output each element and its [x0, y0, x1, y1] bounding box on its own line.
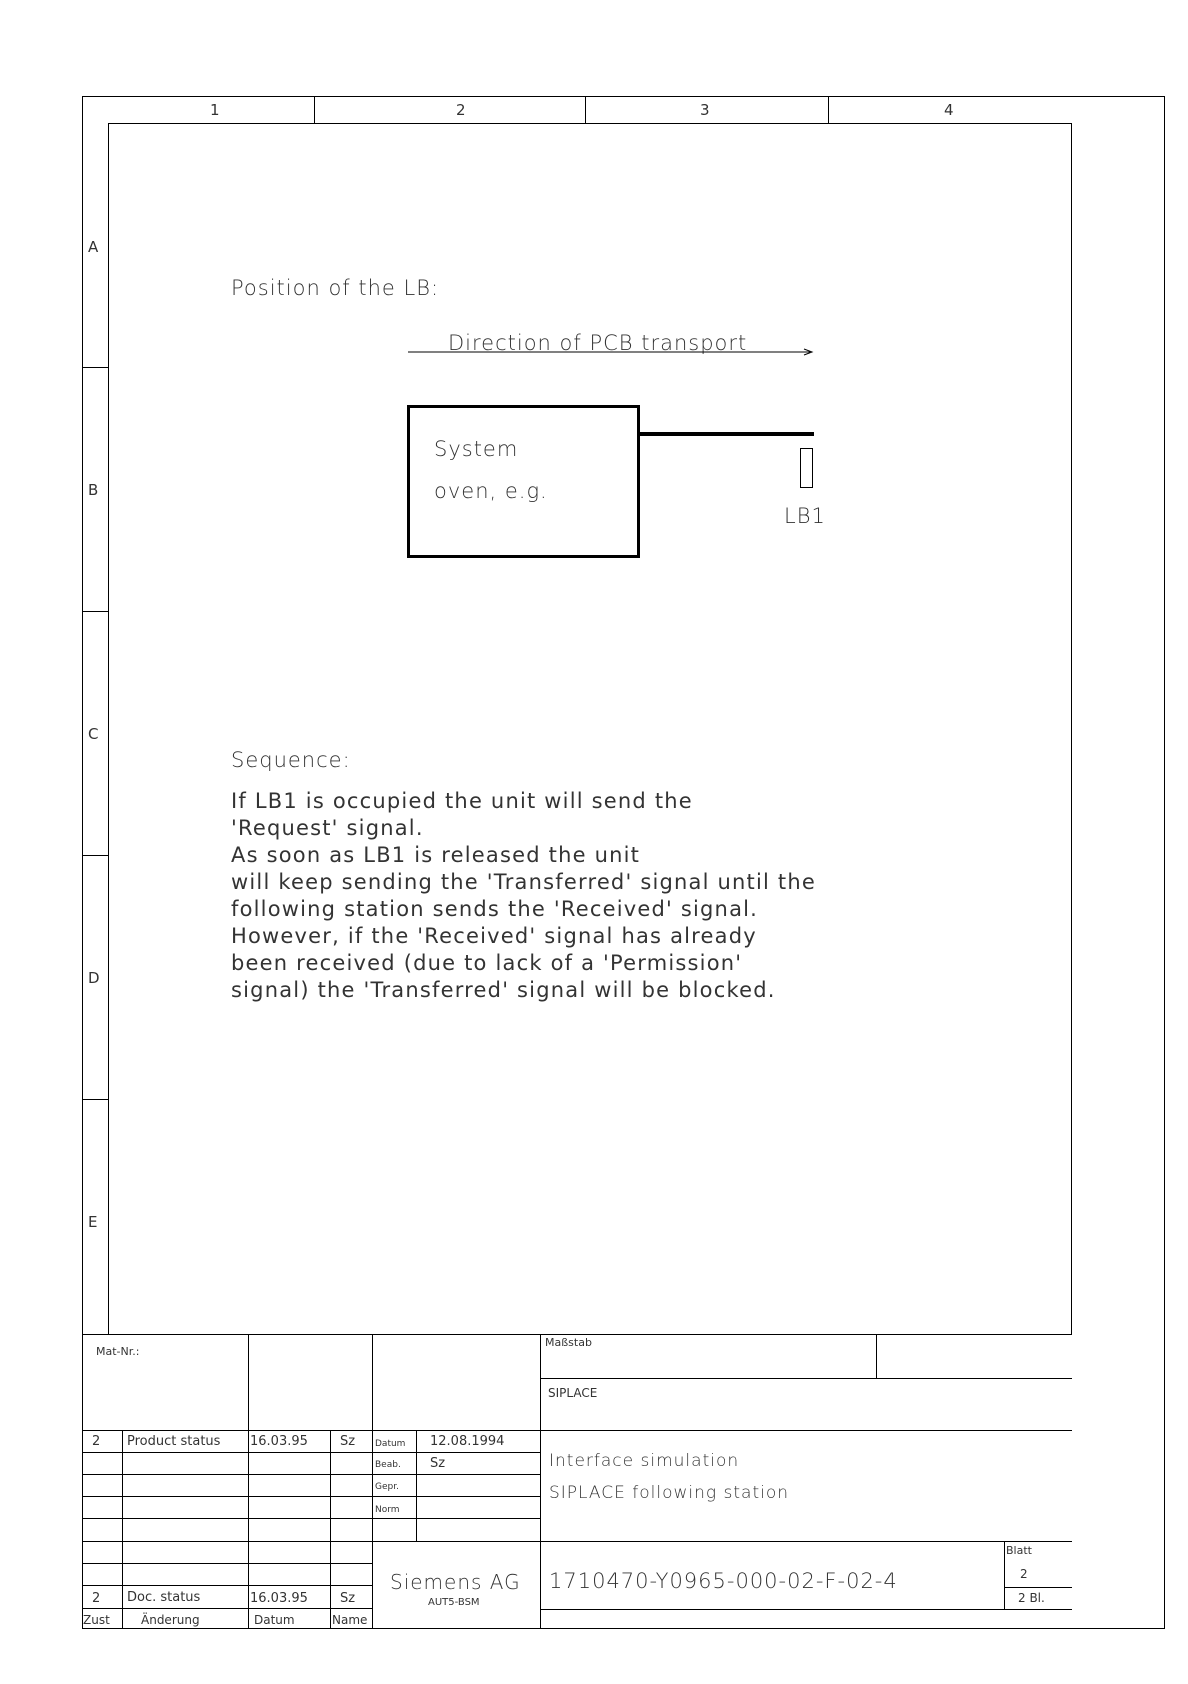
tb-h-17 [540, 1541, 1072, 1542]
sequence-line: However, if the 'Received' signal has already [231, 924, 757, 948]
sequence-line: will keep sending the 'Transferred' signal until the [231, 870, 816, 894]
rev2-zust: 2 [92, 1591, 101, 1606]
rev1-zust: 2 [92, 1434, 101, 1449]
lb1-sensor-icon [800, 448, 813, 488]
blatt-label: Blatt [1006, 1544, 1032, 1557]
tb-top-line [82, 1334, 1072, 1335]
tb-h-11 [372, 1474, 540, 1475]
drawing-title-line2: SIPLACE following station [549, 1483, 790, 1503]
lb1-label: LB1 [784, 504, 826, 528]
rev1-date: 16.03.95 [250, 1434, 308, 1449]
sheet-total: 2 Bl. [1018, 1591, 1045, 1605]
tb-v-8 [1004, 1541, 1005, 1609]
blatt-value: 2 [1020, 1567, 1028, 1581]
col-divider-3 [828, 96, 829, 123]
header-zust: Zust [83, 1613, 110, 1627]
row-label-d: D [88, 969, 100, 987]
row-divider-4 [82, 1099, 108, 1100]
row-label-c: C [88, 725, 99, 743]
tb-h-16 [540, 1430, 1072, 1431]
datum-label: Datum [375, 1439, 406, 1449]
tb-h-1 [82, 1430, 540, 1431]
tb-h-14 [372, 1541, 540, 1542]
row-label-b: B [88, 481, 99, 499]
header-aenderung: Änderung [141, 1613, 200, 1627]
norm-label: Norm [375, 1505, 400, 1515]
sequence-line: signal) the 'Transferred' signal will be blocked. [231, 978, 776, 1002]
tb-h-8 [82, 1585, 372, 1586]
tb-h-4 [82, 1496, 372, 1497]
conveyor-line [638, 432, 814, 436]
beab-label: Beab. [375, 1460, 401, 1470]
sequence-line: As soon as LB1 is released the unit [231, 843, 641, 867]
siplace-label: SIPLACE [548, 1386, 598, 1400]
tb-h-18 [1004, 1587, 1072, 1588]
document-number: 1710470-Y0965-000-02-F-02-4 [549, 1569, 898, 1593]
tb-h-2 [82, 1452, 372, 1453]
system-label-line1: System [434, 437, 519, 461]
company-name: Siemens AG [390, 1570, 521, 1594]
tb-h-19 [540, 1609, 1072, 1610]
gepr-label: Gepr. [375, 1482, 399, 1492]
system-label-line2: oven, e.g. [434, 479, 548, 503]
massstab-label: Maßstab [545, 1336, 592, 1349]
col-divider-1 [314, 96, 315, 123]
col-label-2: 2 [456, 101, 466, 119]
row-divider-2 [82, 611, 108, 612]
rev2-date: 16.03.95 [250, 1591, 308, 1606]
tb-h-3 [82, 1474, 372, 1475]
row-divider-1 [82, 367, 108, 368]
tb-v-5 [416, 1430, 417, 1541]
sequence-line: 'Request' signal. [231, 816, 424, 840]
header-name: Name [332, 1613, 368, 1627]
mat-nr-label: Mat-Nr.: [96, 1345, 140, 1358]
tb-v-4 [372, 1334, 373, 1629]
col-label-1: 1 [210, 101, 220, 119]
tb-h-15 [540, 1378, 1072, 1379]
tb-h-12 [372, 1496, 540, 1497]
rev1-text: Product status [127, 1434, 221, 1449]
sequence-line: If LB1 is occupied the unit will send the [231, 789, 693, 813]
tb-h-13 [372, 1518, 540, 1519]
datum-value: 12.08.1994 [430, 1434, 505, 1449]
beab-value: Sz [430, 1456, 446, 1471]
tb-v-3 [330, 1430, 331, 1629]
tb-v-7 [876, 1334, 877, 1378]
col-divider-2 [585, 96, 586, 123]
sequence-heading: Sequence: [231, 748, 351, 772]
tb-h-5 [82, 1518, 372, 1519]
rev2-name: Sz [340, 1591, 356, 1606]
sequence-line: following station sends the 'Received' signal. [231, 897, 759, 921]
tb-h-7 [82, 1563, 372, 1564]
position-heading: Position of the LB: [231, 276, 440, 300]
col-label-3: 3 [700, 101, 710, 119]
col-label-4: 4 [944, 101, 954, 119]
direction-label: Direction of PCB transport [448, 331, 748, 355]
inner-frame [108, 123, 1072, 1334]
department: AUT5-BSM [428, 1597, 480, 1608]
tb-h-10 [372, 1452, 540, 1453]
header-datum: Datum [254, 1613, 295, 1627]
row-divider-3 [82, 855, 108, 856]
tb-v-1 [122, 1430, 123, 1629]
rev2-text: Doc. status [127, 1590, 201, 1605]
sequence-line: been received (due to lack of a 'Permission' [231, 951, 743, 975]
tb-h-9 [82, 1608, 372, 1609]
row-label-e: E [88, 1213, 98, 1231]
tb-h-6 [82, 1541, 372, 1542]
drawing-title-line1: Interface simulation [549, 1451, 740, 1471]
row-label-a: A [88, 238, 99, 256]
rev1-name: Sz [340, 1434, 356, 1449]
direction-arrow-icon [408, 346, 818, 358]
